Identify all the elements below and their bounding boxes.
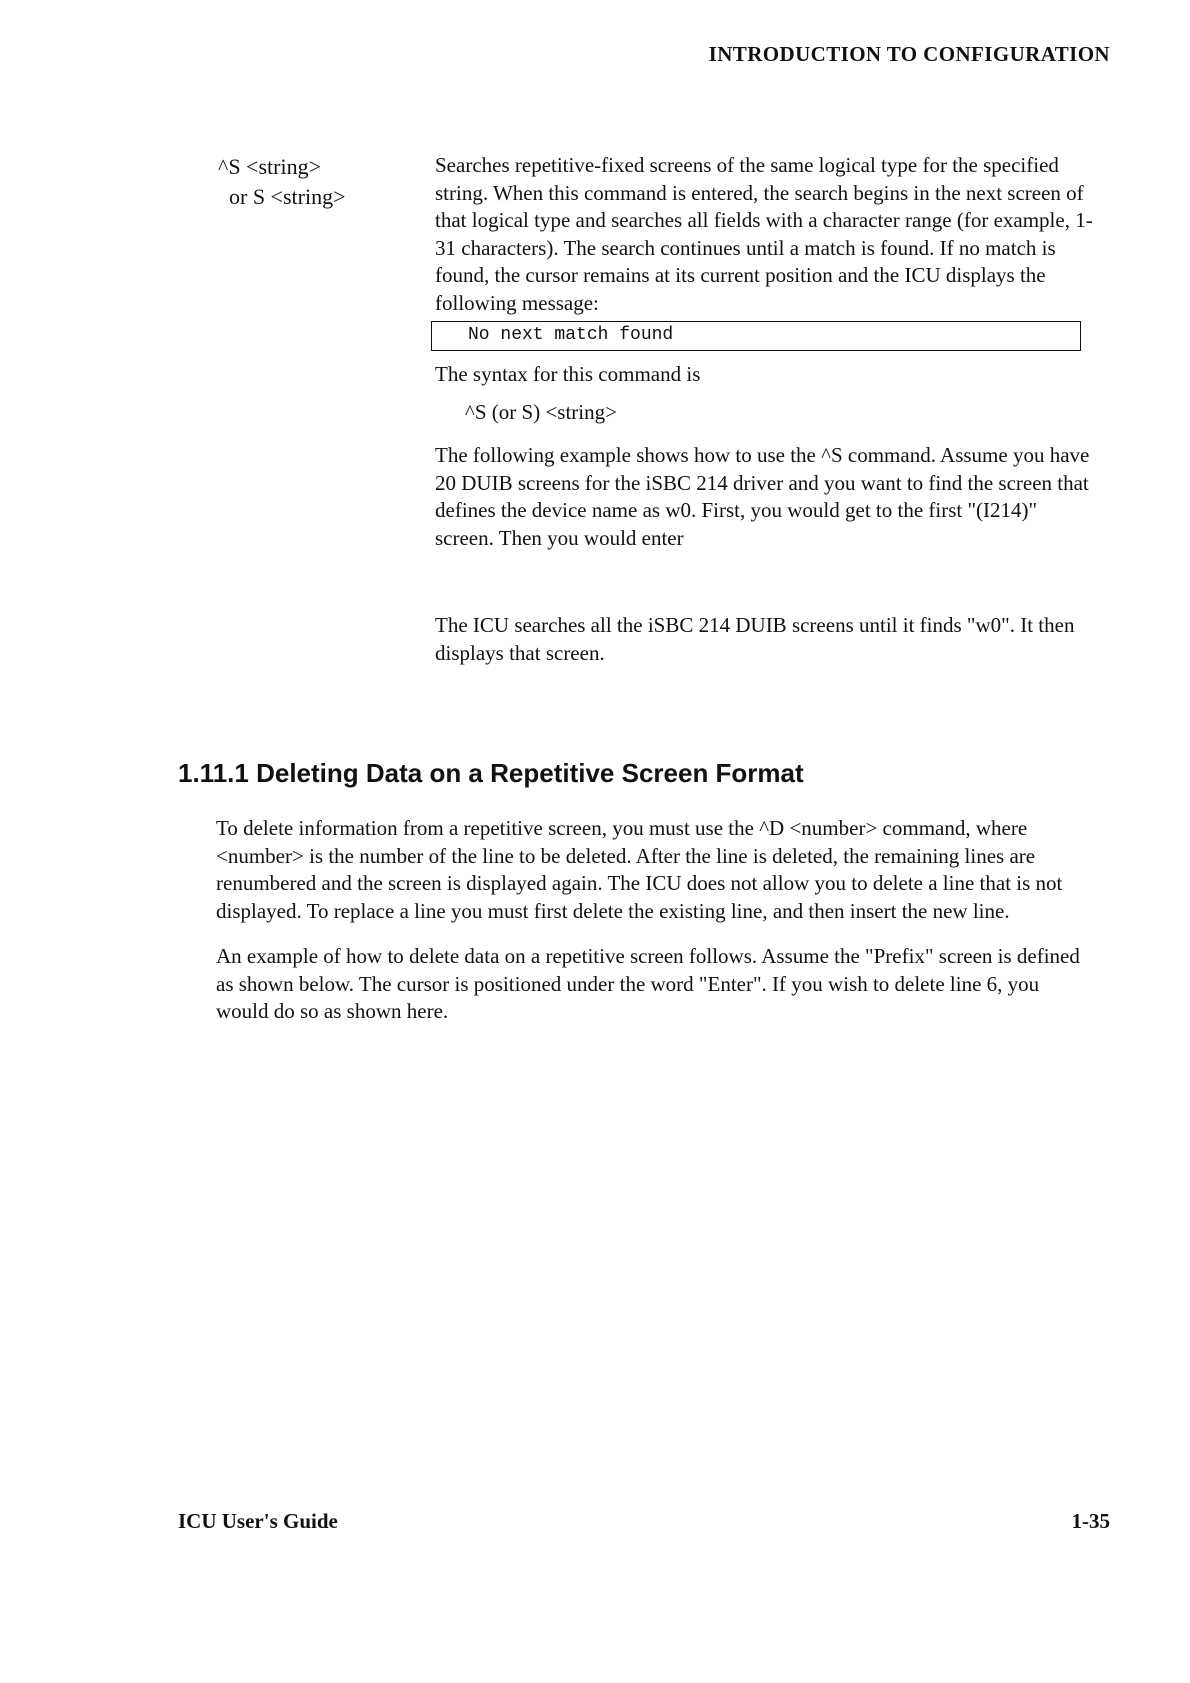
message-box: No next match found <box>431 321 1081 351</box>
footer-guide-title: ICU User's Guide <box>178 1509 338 1533</box>
section-paragraph-1: To delete information from a repetitive screen, you must use the ^D <number> command, where <number> is the number of the line to be deleted. After the line is deleted, the remaining lines are renumbered and the screen is displayed again. The ICU does not allow you to delete a line that is not displayed. To replace a line you must first delete the existing line, and then insert the new line. <box>216 816 1063 923</box>
command-line-2: or S <string> <box>229 184 346 209</box>
command-line-1: ^S <string> <box>218 154 321 179</box>
syntax-intro: The syntax for this command is <box>435 362 701 386</box>
section-paragraph-2: An example of how to delete data on a repetitive screen follows. Assume the "Prefix" screen is defined as shown below. The cursor is positioned under the word "Enter". If you wish to delete line 6, you would do so as shown here. <box>216 944 1080 1023</box>
description-paragraph: Searches repetitive-fixed screens of the same logical type for the specified string. When this command is entered, the search begins in the next screen of that logical type and searches all fields with a character range (for example, 1-31 characters). The search continues until a match is found. If no match is found, the cursor remains at its current position and the ICU displays the following message: <box>435 153 1093 315</box>
example-paragraph: The following example shows how to use the ^S command. Assume you have 20 DUIB screens for the iSBC 214 driver and you want to find the screen that defines the device name as w0. First, you would get to the first "(I214)" screen. Then you would enter <box>435 443 1090 550</box>
footer-page-number: 1-35 <box>1071 1509 1110 1533</box>
syntax-line: ^S (or S) <string> <box>465 399 617 424</box>
result-paragraph: The ICU searches all the iSBC 214 DUIB screens until it finds "w0". It then displays that screen. <box>435 613 1075 665</box>
page-header: INTRODUCTION TO CONFIGURATION <box>708 42 1110 66</box>
section-heading: 1.11.1 Deleting Data on a Repetitive Screen Format <box>178 758 804 788</box>
command-syntax <box>218 152 346 212</box>
command-description <box>435 152 1095 667</box>
section-body <box>216 815 1096 1044</box>
